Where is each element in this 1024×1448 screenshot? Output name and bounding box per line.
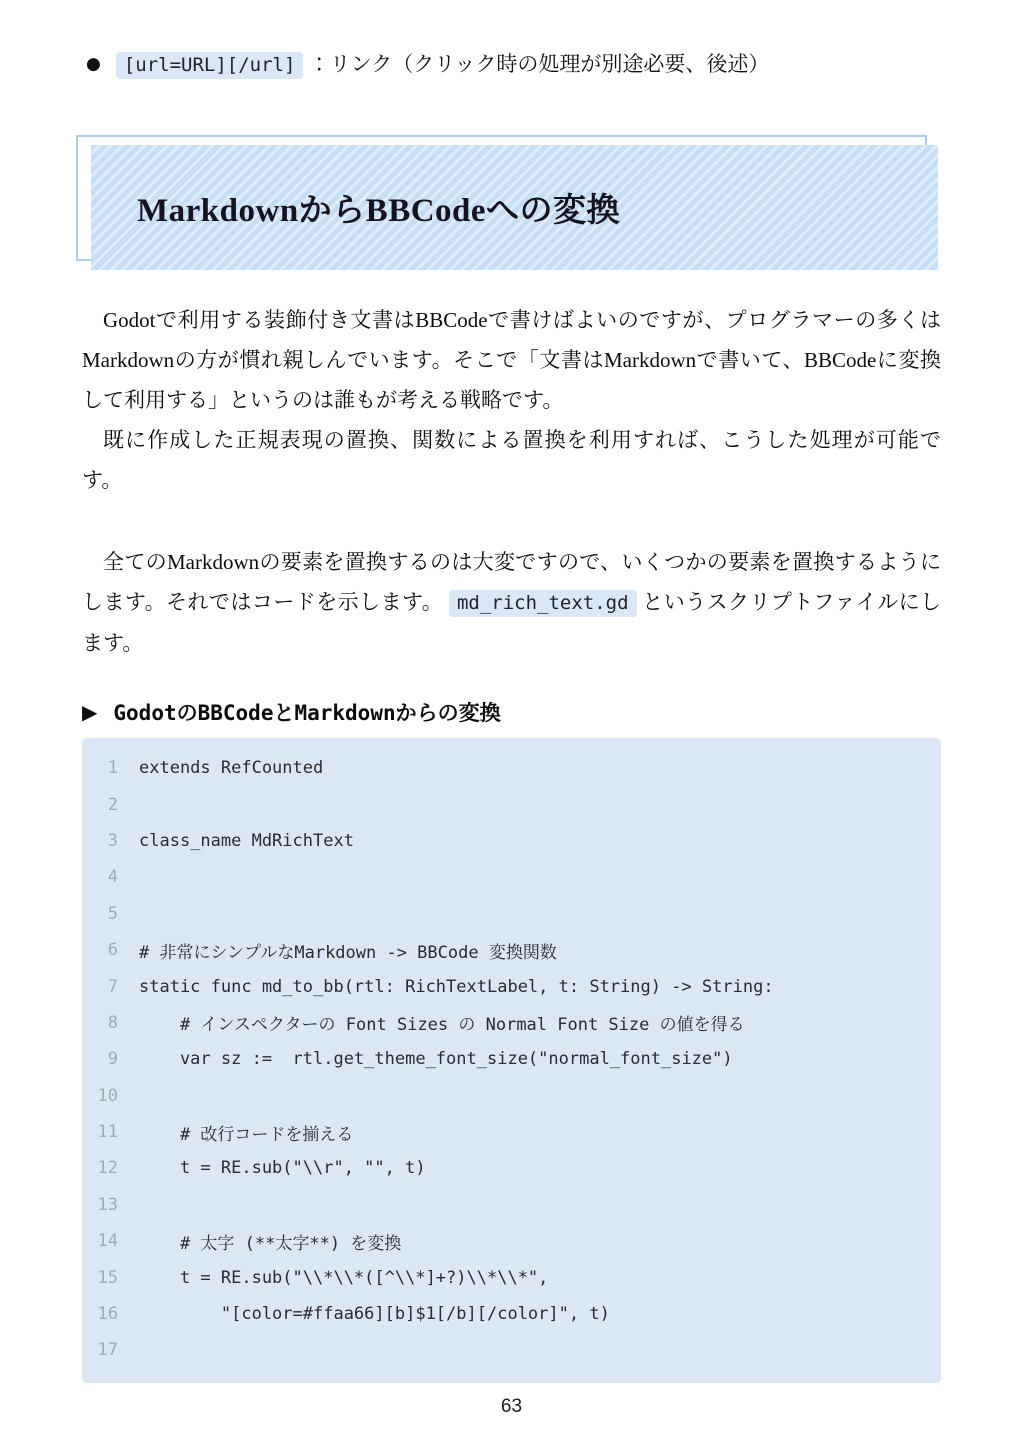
- line-number: 2: [107, 794, 118, 815]
- listing-marker-icon: ▶: [82, 700, 98, 724]
- code-line: [82, 1150, 931, 1186]
- code-line: [82, 1078, 931, 1114]
- line-number: 8: [107, 1012, 118, 1033]
- paragraph-3-text-before: 全てのMarkdownの要素を置換するのは大変ですので、いくつかの要素を置換するようにします。それではコードを示します。: [82, 550, 941, 614]
- code-lines: [82, 750, 931, 1369]
- code-text: static func md_to_bb(rtl: RichTextLabel, t: String) -> String:: [139, 976, 774, 997]
- code-line: [82, 1187, 931, 1223]
- section-heading-box: [76, 135, 940, 270]
- line-number: 11: [97, 1122, 118, 1143]
- code-line: [82, 896, 931, 932]
- code-line: [82, 1296, 931, 1332]
- code-line: [82, 1332, 931, 1368]
- line-number: 1: [107, 758, 118, 779]
- line-number: 3: [107, 830, 118, 851]
- code-text: # インスペクターの Font Sizes の Normal Font Size の値を得る: [139, 1015, 745, 1036]
- code-line: [82, 1041, 931, 1077]
- listing-caption-text: GodotのBBCodeとMarkdownからの変換: [113, 701, 501, 725]
- code-line: [82, 750, 931, 786]
- code-text: # 太字 (**太字**) を変換: [139, 1233, 402, 1254]
- code-text: var sz := rtl.get_theme_font_size("normal_font_size"): [139, 1049, 733, 1070]
- code-text: t = RE.sub("\\r", "", t): [139, 1158, 426, 1179]
- line-number: 10: [97, 1085, 118, 1106]
- line-number: 5: [107, 903, 118, 924]
- line-number: 7: [107, 976, 118, 997]
- listing-caption: [82, 697, 941, 727]
- line-number: 9: [107, 1049, 118, 1070]
- bullet-icon: ●: [86, 54, 101, 74]
- bullet-text: ：リンク（クリック時の処理が別途必要、後述）: [308, 52, 770, 76]
- code-text: t = RE.sub("\\*\\*([^\\*]+?)\\*\\*",: [139, 1267, 549, 1288]
- section-title: MarkdownからBBCodeへの変換: [137, 193, 621, 229]
- inline-code-url-tag: [url=URL][/url]: [116, 52, 304, 79]
- code-text: # 非常にシンプルなMarkdown -> BBCode 変換関数: [139, 942, 557, 963]
- code-line: [82, 932, 931, 968]
- code-line: [82, 1005, 931, 1041]
- heading-striped-panel: [91, 145, 938, 270]
- code-line: [82, 1223, 931, 1259]
- line-number: 13: [97, 1194, 118, 1215]
- code-line: [82, 786, 931, 822]
- paragraph-1: Godotで利用する装飾付き文書はBBCodeで書けばよいのですが、プログラマーの多くはMarkdownの方が慣れ親しんでいます。そこで「文書はMarkdownで書いて、BBCodeに変換して利用する」というのは誰もが考える戦略です。: [82, 308, 941, 412]
- paragraph-3: [82, 542, 941, 663]
- paragraph-2: 既に作成した正規表現の置換、関数による置換を利用すれば、こうした処理が可能です。: [82, 428, 941, 492]
- line-number: 6: [107, 940, 118, 961]
- bullet-body: [116, 46, 770, 83]
- code-line: [82, 1259, 931, 1295]
- code-text: class_name MdRichText: [139, 830, 354, 851]
- inline-code-script-filename: md_rich_text.gd: [449, 590, 637, 617]
- code-line: [82, 968, 931, 1004]
- page-footer: [82, 1396, 941, 1418]
- code-line: [82, 1114, 931, 1150]
- line-number: 14: [97, 1231, 118, 1252]
- bullet-item: [86, 46, 941, 84]
- code-line: [82, 823, 931, 859]
- body-text: [82, 300, 941, 663]
- line-number: 4: [107, 867, 118, 888]
- page-number: 63: [500, 1395, 523, 1417]
- line-number: 17: [97, 1340, 118, 1361]
- line-number: 12: [97, 1158, 118, 1179]
- code-block: [82, 738, 941, 1383]
- code-text: # 改行コードを揃える: [139, 1124, 354, 1145]
- paragraph-3-text-after: というスクリプトファイルにします。: [82, 590, 942, 655]
- line-number: 16: [97, 1304, 118, 1325]
- code-line: [82, 859, 931, 895]
- code-text: "[color=#ffaa66][b]$1[/b][/color]", t): [139, 1304, 610, 1325]
- line-number: 15: [97, 1267, 118, 1288]
- code-text: extends RefCounted: [139, 758, 324, 779]
